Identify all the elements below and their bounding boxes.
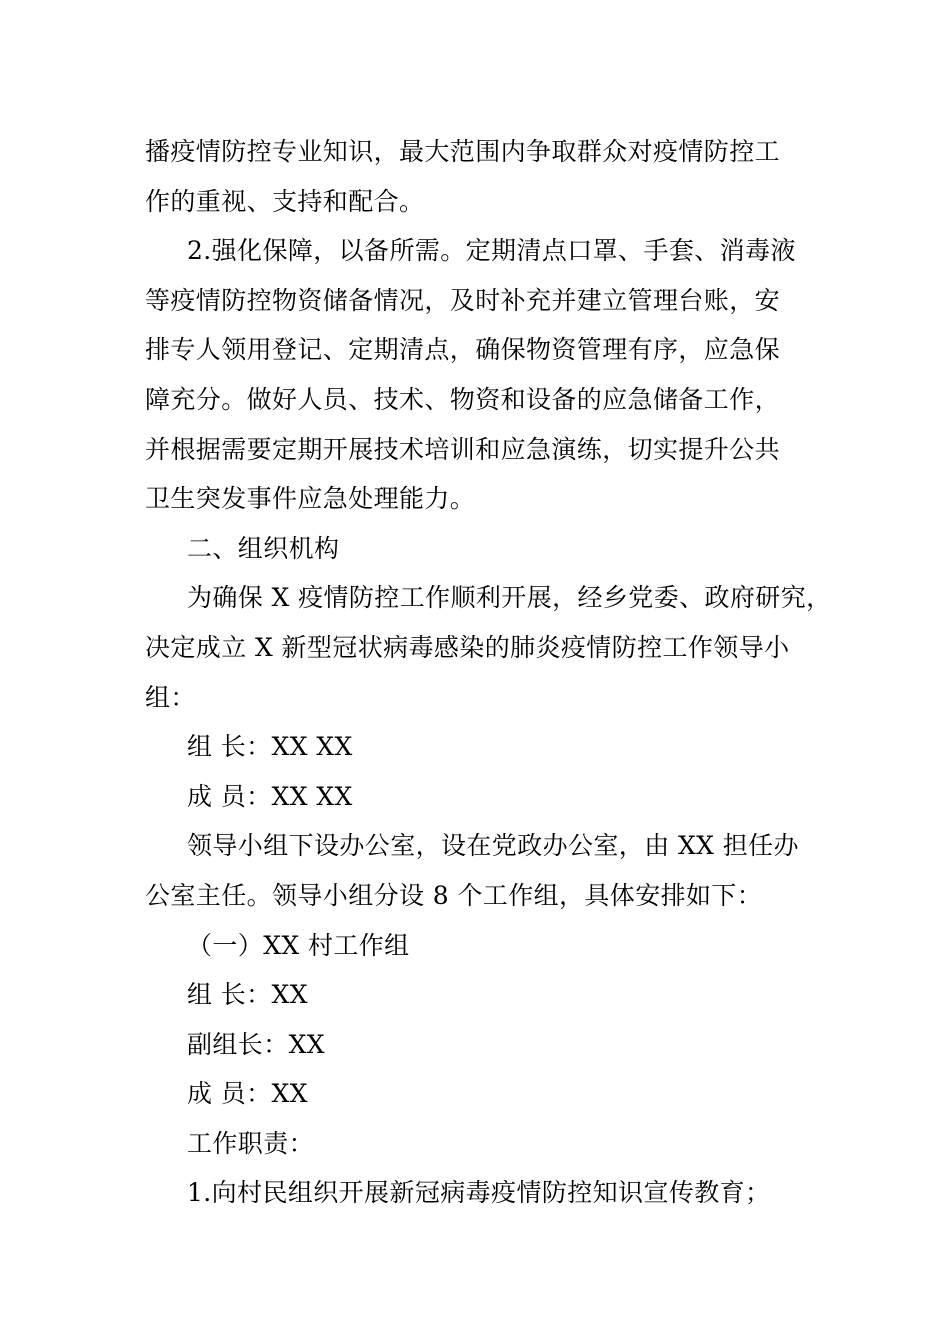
body-line: 为确保 X 疫情防控工作顺利开展，经乡党委、政府研究， bbox=[187, 583, 832, 613]
body-line: 卫生突发事件应急处理能力。 bbox=[145, 484, 476, 514]
document-body bbox=[145, 127, 832, 1218]
body-line: 决定成立 X 新型冠状病毒感染的肺炎疫情防控工作领导小 bbox=[145, 632, 790, 662]
leader-line: 组 长：XX bbox=[187, 980, 308, 1010]
duties-heading: 工作职责： bbox=[187, 1128, 315, 1158]
body-line: 排专人领用登记、定期清点，确保物资管理有序，应急保 bbox=[145, 335, 781, 365]
leader-line: 组 长：XX XX bbox=[187, 732, 353, 762]
body-line: 并根据需要定期开展技术培训和应急演练，切实提升公共 bbox=[145, 434, 781, 464]
body-line: 领导小组下设办公室，设在党政办公室，由 XX 担任办 bbox=[187, 831, 799, 861]
member-line: 成 员：XX XX bbox=[187, 781, 353, 811]
duty-item: 1.向村民组织开展新冠病毒疫情防控知识宣传教育； bbox=[187, 1178, 771, 1208]
subsection-heading: （一）XX 村工作组 bbox=[187, 930, 410, 960]
body-line: 障充分。做好人员、技术、物资和设备的应急储备工作， bbox=[145, 384, 781, 414]
section-heading: 二、组织机构 bbox=[187, 533, 340, 563]
body-line: 等疫情防控物资储备情况，及时补充并建立管理台账，安 bbox=[145, 285, 781, 315]
member-line: 成 员：XX bbox=[187, 1079, 308, 1109]
body-line: 播疫情防控专业知识，最大范围内争取群众对疫情防控工 bbox=[145, 137, 781, 166]
body-line: 组： bbox=[145, 682, 196, 712]
body-line: 公室主任。领导小组分设 8 个工作组，具体安排如下： bbox=[145, 880, 763, 910]
body-line: 作的重视、支持和配合。 bbox=[145, 186, 425, 216]
deputy-leader-line: 副组长：XX bbox=[187, 1029, 325, 1059]
body-line: 2.强化保障，以备所需。定期清点口罩、手套、消毒液 bbox=[187, 236, 796, 266]
